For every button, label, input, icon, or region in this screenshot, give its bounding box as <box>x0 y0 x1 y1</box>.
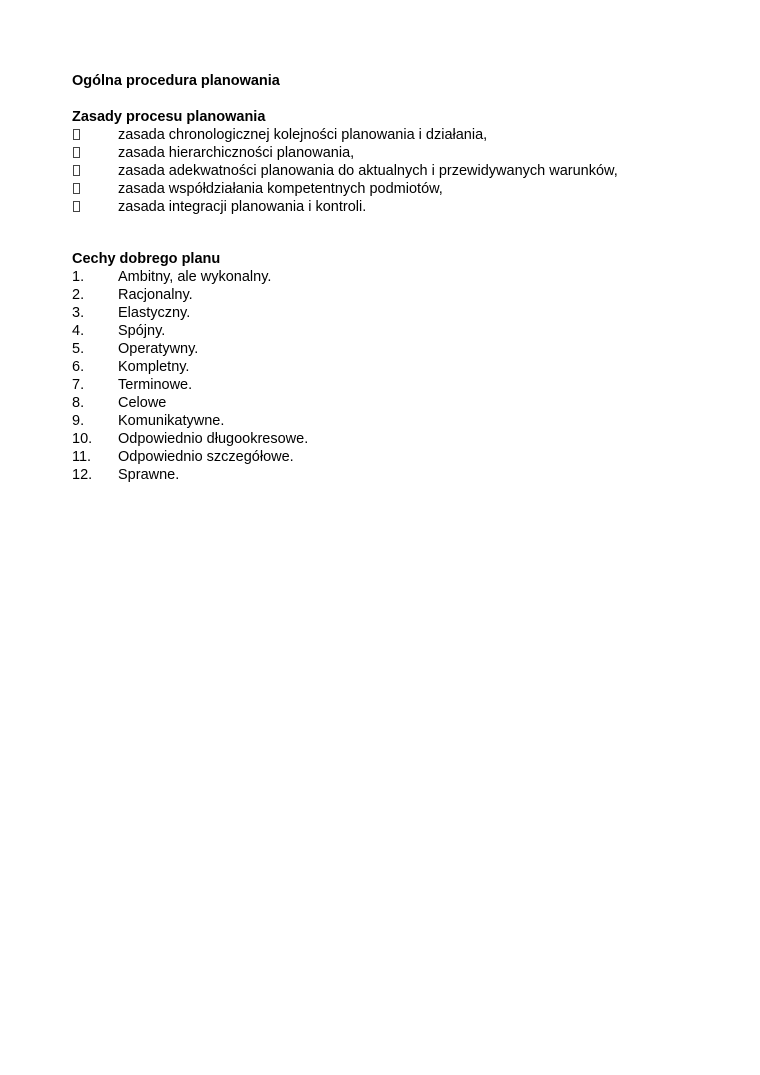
list-item <box>72 466 692 484</box>
list-number: 4. <box>72 323 85 339</box>
list-item-text: Terminowe. <box>118 377 193 393</box>
list-number: 2. <box>72 287 85 303</box>
list-item-text: Elastyczny. <box>118 305 191 321</box>
list-item-text: Racjonalny. <box>118 287 193 303</box>
list-item-text: Odpowiednio szczegółowe. <box>118 449 294 465</box>
list-item-text: Celowe <box>118 395 167 411</box>
list-number: 12. <box>72 467 93 483</box>
features-list <box>72 268 692 484</box>
list-number: 9. <box>72 413 85 429</box>
document-title: Ogólna procedura planowania <box>72 73 280 89</box>
list-item <box>72 144 692 162</box>
list-item-text: zasada chronologicznej kolejności planowania i działania, <box>118 127 488 143</box>
list-item <box>72 286 692 304</box>
list-item <box>72 198 692 216</box>
list-number: 7. <box>72 377 85 393</box>
missing-glyph-bullet-icon <box>73 201 80 212</box>
list-number: 5. <box>72 341 85 357</box>
list-item <box>72 412 692 430</box>
list-item <box>72 358 692 376</box>
list-item <box>72 448 692 466</box>
list-item-text: zasada hierarchiczności planowania, <box>118 145 355 161</box>
bullet-marker <box>72 144 118 162</box>
list-item <box>72 376 692 394</box>
list-item-text: Spójny. <box>118 323 166 339</box>
missing-glyph-bullet-icon <box>73 183 80 194</box>
list-number: 6. <box>72 359 85 375</box>
list-item-text: Sprawne. <box>118 467 180 483</box>
list-item-text: Kompletny. <box>118 359 190 375</box>
list-number: 3. <box>72 305 85 321</box>
list-item-text: zasada integracji planowania i kontroli. <box>118 199 367 215</box>
list-item <box>72 268 692 286</box>
list-number: 1. <box>72 269 85 285</box>
list-number: 10. <box>72 431 93 447</box>
missing-glyph-bullet-icon <box>73 129 80 140</box>
list-item-text: Ambitny, ale wykonalny. <box>118 269 272 285</box>
list-item <box>72 394 692 412</box>
list-item-text: zasada adekwatności planowania do aktualnych i przewidywanych warunków, <box>118 163 618 179</box>
list-item <box>72 340 692 358</box>
list-item-text: Odpowiednio długookresowe. <box>118 431 309 447</box>
bullet-marker <box>72 198 118 216</box>
list-item <box>72 322 692 340</box>
list-item <box>72 126 692 144</box>
list-item-text: zasada współdziałania kompetentnych podmiotów, <box>118 181 443 197</box>
list-number: 8. <box>72 395 85 411</box>
list-item <box>72 162 692 180</box>
missing-glyph-bullet-icon <box>73 147 80 158</box>
list-item <box>72 430 692 448</box>
section-heading-principles: Zasady procesu planowania <box>72 109 266 125</box>
section-heading-features: Cechy dobrego planu <box>72 251 221 267</box>
list-item <box>72 180 692 198</box>
bullet-marker <box>72 180 118 198</box>
list-number: 11. <box>72 449 92 465</box>
bullet-marker <box>72 162 118 180</box>
principles-list <box>72 126 692 216</box>
missing-glyph-bullet-icon <box>73 165 80 176</box>
list-item <box>72 304 692 322</box>
list-item-text: Operatywny. <box>118 341 199 357</box>
list-item-text: Komunikatywne. <box>118 413 225 429</box>
bullet-marker <box>72 126 118 144</box>
document-page <box>72 72 692 484</box>
